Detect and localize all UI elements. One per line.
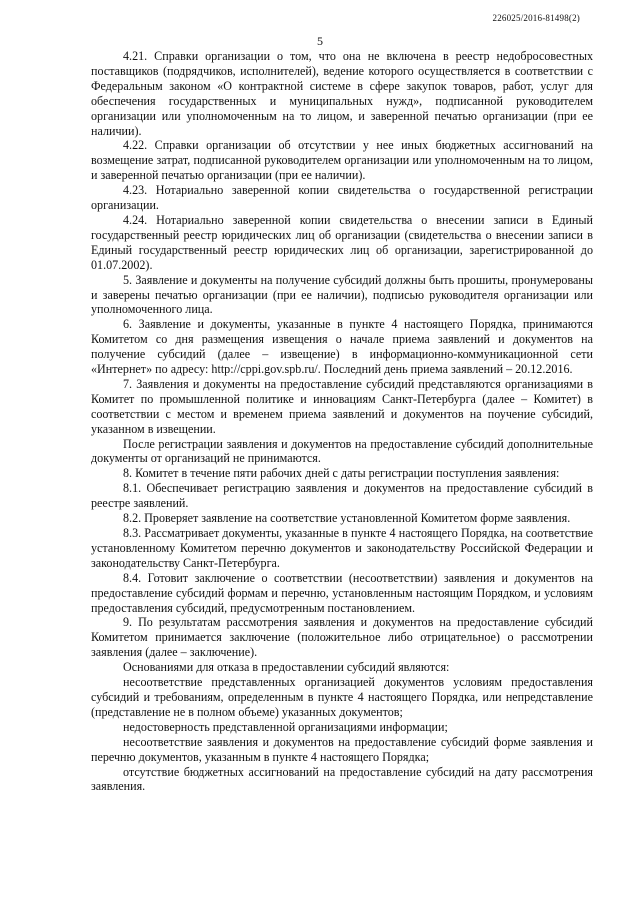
page-number: 5: [317, 34, 323, 48]
refusal-ground-3: несоответствие заявления и документов на предоставление субсидий форме заявления и перечню документов, указанным в пункте 4 настоящего Порядка;: [91, 734, 593, 764]
paragraph-6: 6. Заявление и документы, указанные в пункте 4 настоящего Порядка, принимаются Комитетом со дня размещения извещения о начале приема заявлений и документов на получение субсидий (далее – извещение) в информационно-коммуникационной сети «Интернет» по адресу: http://cppi.gov.spb.ru/. Последний день приема заявлений – 20.12.2016.: [91, 317, 593, 377]
paragraph-7: 7. Заявления и документы на предоставление субсидий представляются организациями в Комитет по промышленной политике и инновациям Санкт-Петербурга (далее – Комитет) в соответствии с местом и временем приема заявлений и документов на поучение субсидий, указанном в извещении.: [91, 376, 593, 436]
paragraph-8: 8. Комитет в течение пяти рабочих дней с даты регистрации поступления заявления:: [123, 466, 560, 481]
paragraph-8-2: 8.2. Проверяет заявление на соответствие установленной Комитетом форме заявления.: [123, 511, 571, 526]
paragraph-8-1: 8.1. Обеспечивает регистрацию заявления и документов на предоставление субсидий в реестре заявлений.: [91, 481, 593, 511]
paragraph-7-note: После регистрации заявления и документов на предоставление субсидий дополнительные документы от организаций не принимаются.: [91, 436, 593, 466]
paragraph-9: 9. По результатам рассмотрения заявления и документов на предоставление субсидий Комитетом принимается заключение (положительное либо отрицательное) о рассмотрении заявления (далее – заключение).: [91, 615, 593, 660]
refusal-ground-4: отсутствие бюджетных ассигнований на предоставление субсидий на дату рассмотрения заявления.: [91, 764, 593, 794]
refusal-ground-1: несоответствие представленных организацией документов условиям предоставления субсидий и требованиям, определенным в пункте 4 настоящего Порядка, или непредставление (представление не в полном объеме) указанных документов;: [91, 675, 593, 719]
paragraph-4-21: 4.21. Справки организации о том, что она не включена в реестр недобросовестных поставщиков (подрядчиков, исполнителей), ведение которого осуществляется в соответствии с Федеральным законом «О контрактной системе в сфере закупок товаров, работ, услуг для обеспечения государственных и муниципальных нужд», подписанной руководителем организации или уполномоченным на то лицом, и заверенной печатью организации (при ее наличии).: [91, 49, 593, 138]
document-id: 226025/2016-81498(2): [492, 13, 580, 23]
refusal-ground-2: недостоверность представленной организациями информации;: [123, 719, 448, 734]
refusal-grounds-intro: Основаниями для отказа в предоставлении субсидий являются:: [123, 660, 450, 675]
paragraph-4-24: 4.24. Нотариально заверенной копии свидетельства о внесении записи в Единый государственный реестр юридических лиц об организации (свидетельства о внесении записи в Единый государственный реестр юридических лиц об организации, зарегистрированной до 01.07.2002).: [91, 212, 593, 272]
paragraph-4-23: 4.23. Нотариально заверенной копии свидетельства о государственной регистрации организации.: [91, 183, 593, 213]
paragraph-8-4: 8.4. Готовит заключение о соответствии (несоответствии) заявления и документов на предоставление субсидий формам и перечню, установленным настоящим Порядком, и условиям предоставления субсидий, предусмотренным постановлением.: [91, 570, 593, 615]
paragraph-8-3: 8.3. Рассматривает документы, указанные в пункте 4 настоящего Порядка, на соответствие установленному Комитетом перечню документов и законодательству Российской Федерации и законодательству Санкт-Петербурга.: [91, 526, 593, 570]
document-body: [91, 49, 593, 794]
paragraph-5: 5. Заявление и документы на получение субсидий должны быть прошиты, пронумерованы и заверены печатью организации (при ее наличии), подписью руководителя организации или уполномоченного лица.: [91, 272, 593, 317]
paragraph-4-22: 4.22. Справки организации об отсутствии у нее иных бюджетных ассигнований на возмещение затрат, подписанной руководителем организации или уполномоченным на то лицом, и заверенной печатью организации (при ее наличии).: [91, 138, 593, 183]
